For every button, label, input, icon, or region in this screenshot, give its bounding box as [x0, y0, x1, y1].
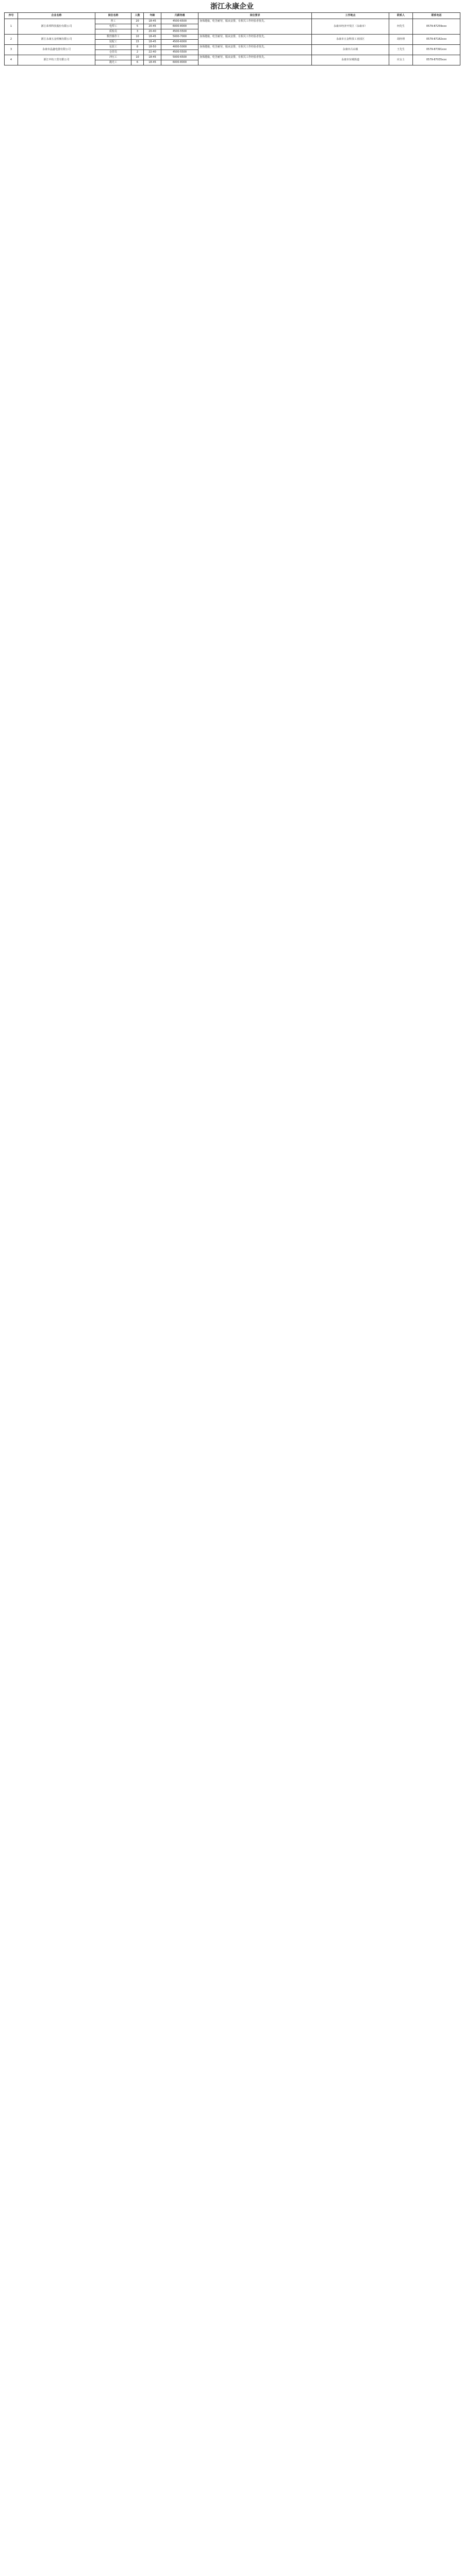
- job-pay: 6000-8000: [161, 60, 198, 65]
- contact-phone: 0579-87259xxx: [413, 19, 460, 35]
- table-row: [5, 45, 460, 50]
- col-header-count: 人数: [131, 13, 144, 19]
- job-requirement: 身体健康，吃苦耐劳，服从安排，有相关工作经验者优先。: [198, 45, 312, 55]
- contact-phone: 0579-87391xxx: [413, 45, 460, 55]
- company-name: 浙江荣邦科技股份有限公司: [18, 19, 95, 35]
- job-pay: 4500-5500: [161, 29, 198, 35]
- header-row: [5, 13, 460, 19]
- job-pay: 5000-7000: [161, 35, 198, 40]
- company-name: 浙江中杭工贸有限公司: [18, 55, 95, 65]
- work-location: 永康市东城街道: [312, 55, 389, 65]
- job-name: 包装工: [95, 45, 131, 50]
- job-count: 3: [131, 29, 144, 35]
- work-location: 永康市五金科技工业园区: [312, 35, 389, 45]
- page-title: 浙江永康企业: [210, 3, 254, 11]
- job-age: 18-45: [144, 55, 161, 60]
- job-age: 18-45: [144, 40, 161, 45]
- company-name: 浙江永康五金机械有限公司: [18, 35, 95, 45]
- col-header-contact: 联系人: [389, 13, 413, 19]
- col-header-job: 岗位名称: [95, 13, 131, 19]
- job-count: 8: [131, 45, 144, 50]
- row-no: 2: [5, 35, 18, 45]
- job-age: 18-45: [144, 35, 161, 40]
- job-count: 2: [131, 50, 144, 55]
- contact-phone: 0579-87035xxx: [413, 55, 460, 65]
- job-name: 普工: [95, 19, 131, 24]
- row-no: 3: [5, 45, 18, 55]
- job-pay: 4500-5500: [161, 50, 198, 55]
- job-age: 20-45: [144, 24, 161, 29]
- col-header-requirement: 岗位要求: [198, 13, 312, 19]
- contact-person: 何先生: [389, 19, 413, 35]
- job-name: 冲压工: [95, 55, 131, 60]
- job-count: 10: [131, 55, 144, 60]
- table-row: [5, 55, 460, 60]
- job-count: 10: [131, 35, 144, 40]
- col-header-age: 年龄: [144, 13, 161, 19]
- job-name: 数控操作工: [95, 35, 131, 40]
- job-age: 18-45: [144, 60, 161, 65]
- job-name: 质检员: [95, 29, 131, 35]
- job-pay: 4500-6500: [161, 19, 198, 24]
- col-header-phone: 联系电话: [413, 13, 460, 19]
- table-row: [5, 19, 460, 24]
- row-no: 1: [5, 19, 18, 35]
- job-name: 仓管员: [95, 50, 131, 55]
- job-name: 抛光工: [95, 60, 131, 65]
- job-count: 15: [131, 40, 144, 45]
- work-location: 永康市经济开发区（永康市）: [312, 19, 389, 35]
- col-header-location: 工作地点: [312, 13, 389, 19]
- table-body: [5, 19, 460, 65]
- job-age: 20-40: [144, 29, 161, 35]
- row-no: 4: [5, 55, 18, 65]
- job-age: 18-45: [144, 19, 161, 24]
- contact-person: 应女士: [389, 55, 413, 65]
- job-pay: 6000-8000: [161, 24, 198, 29]
- contact-person: 王先生: [389, 45, 413, 55]
- job-requirement: 身体健康，吃苦耐劳，服从安排，有相关工作经验者优先。: [198, 55, 312, 65]
- table-row: [5, 35, 460, 40]
- job-age: 22-40: [144, 50, 161, 55]
- contact-person: 胡经理: [389, 35, 413, 45]
- job-name: 装配工: [95, 40, 131, 45]
- col-header-no: 序号: [5, 13, 18, 19]
- job-count: 5: [131, 24, 144, 29]
- recruitment-table: [4, 12, 460, 65]
- company-name: 永康市晶鑫电器有限公司: [18, 45, 95, 55]
- job-name: 电焊工: [95, 24, 131, 29]
- job-count: 20: [131, 19, 144, 24]
- col-header-company: 企业名称: [18, 13, 95, 19]
- job-age: 18-50: [144, 45, 161, 50]
- job-requirement: 身体健康，吃苦耐劳，服从安排，有相关工作经验者优先。: [198, 35, 312, 45]
- job-requirement: 身体健康，吃苦耐劳，服从安排，有相关工作经验者优先。: [198, 19, 312, 35]
- job-pay: 5000-6500: [161, 55, 198, 60]
- job-count: 6: [131, 60, 144, 65]
- work-location: 永康市古山镇: [312, 45, 389, 55]
- job-pay: 4500-6000: [161, 40, 198, 45]
- job-pay: 4000-5000: [161, 45, 198, 50]
- contact-phone: 0579-87182xxx: [413, 35, 460, 45]
- col-header-pay: 月薪待遇: [161, 13, 198, 19]
